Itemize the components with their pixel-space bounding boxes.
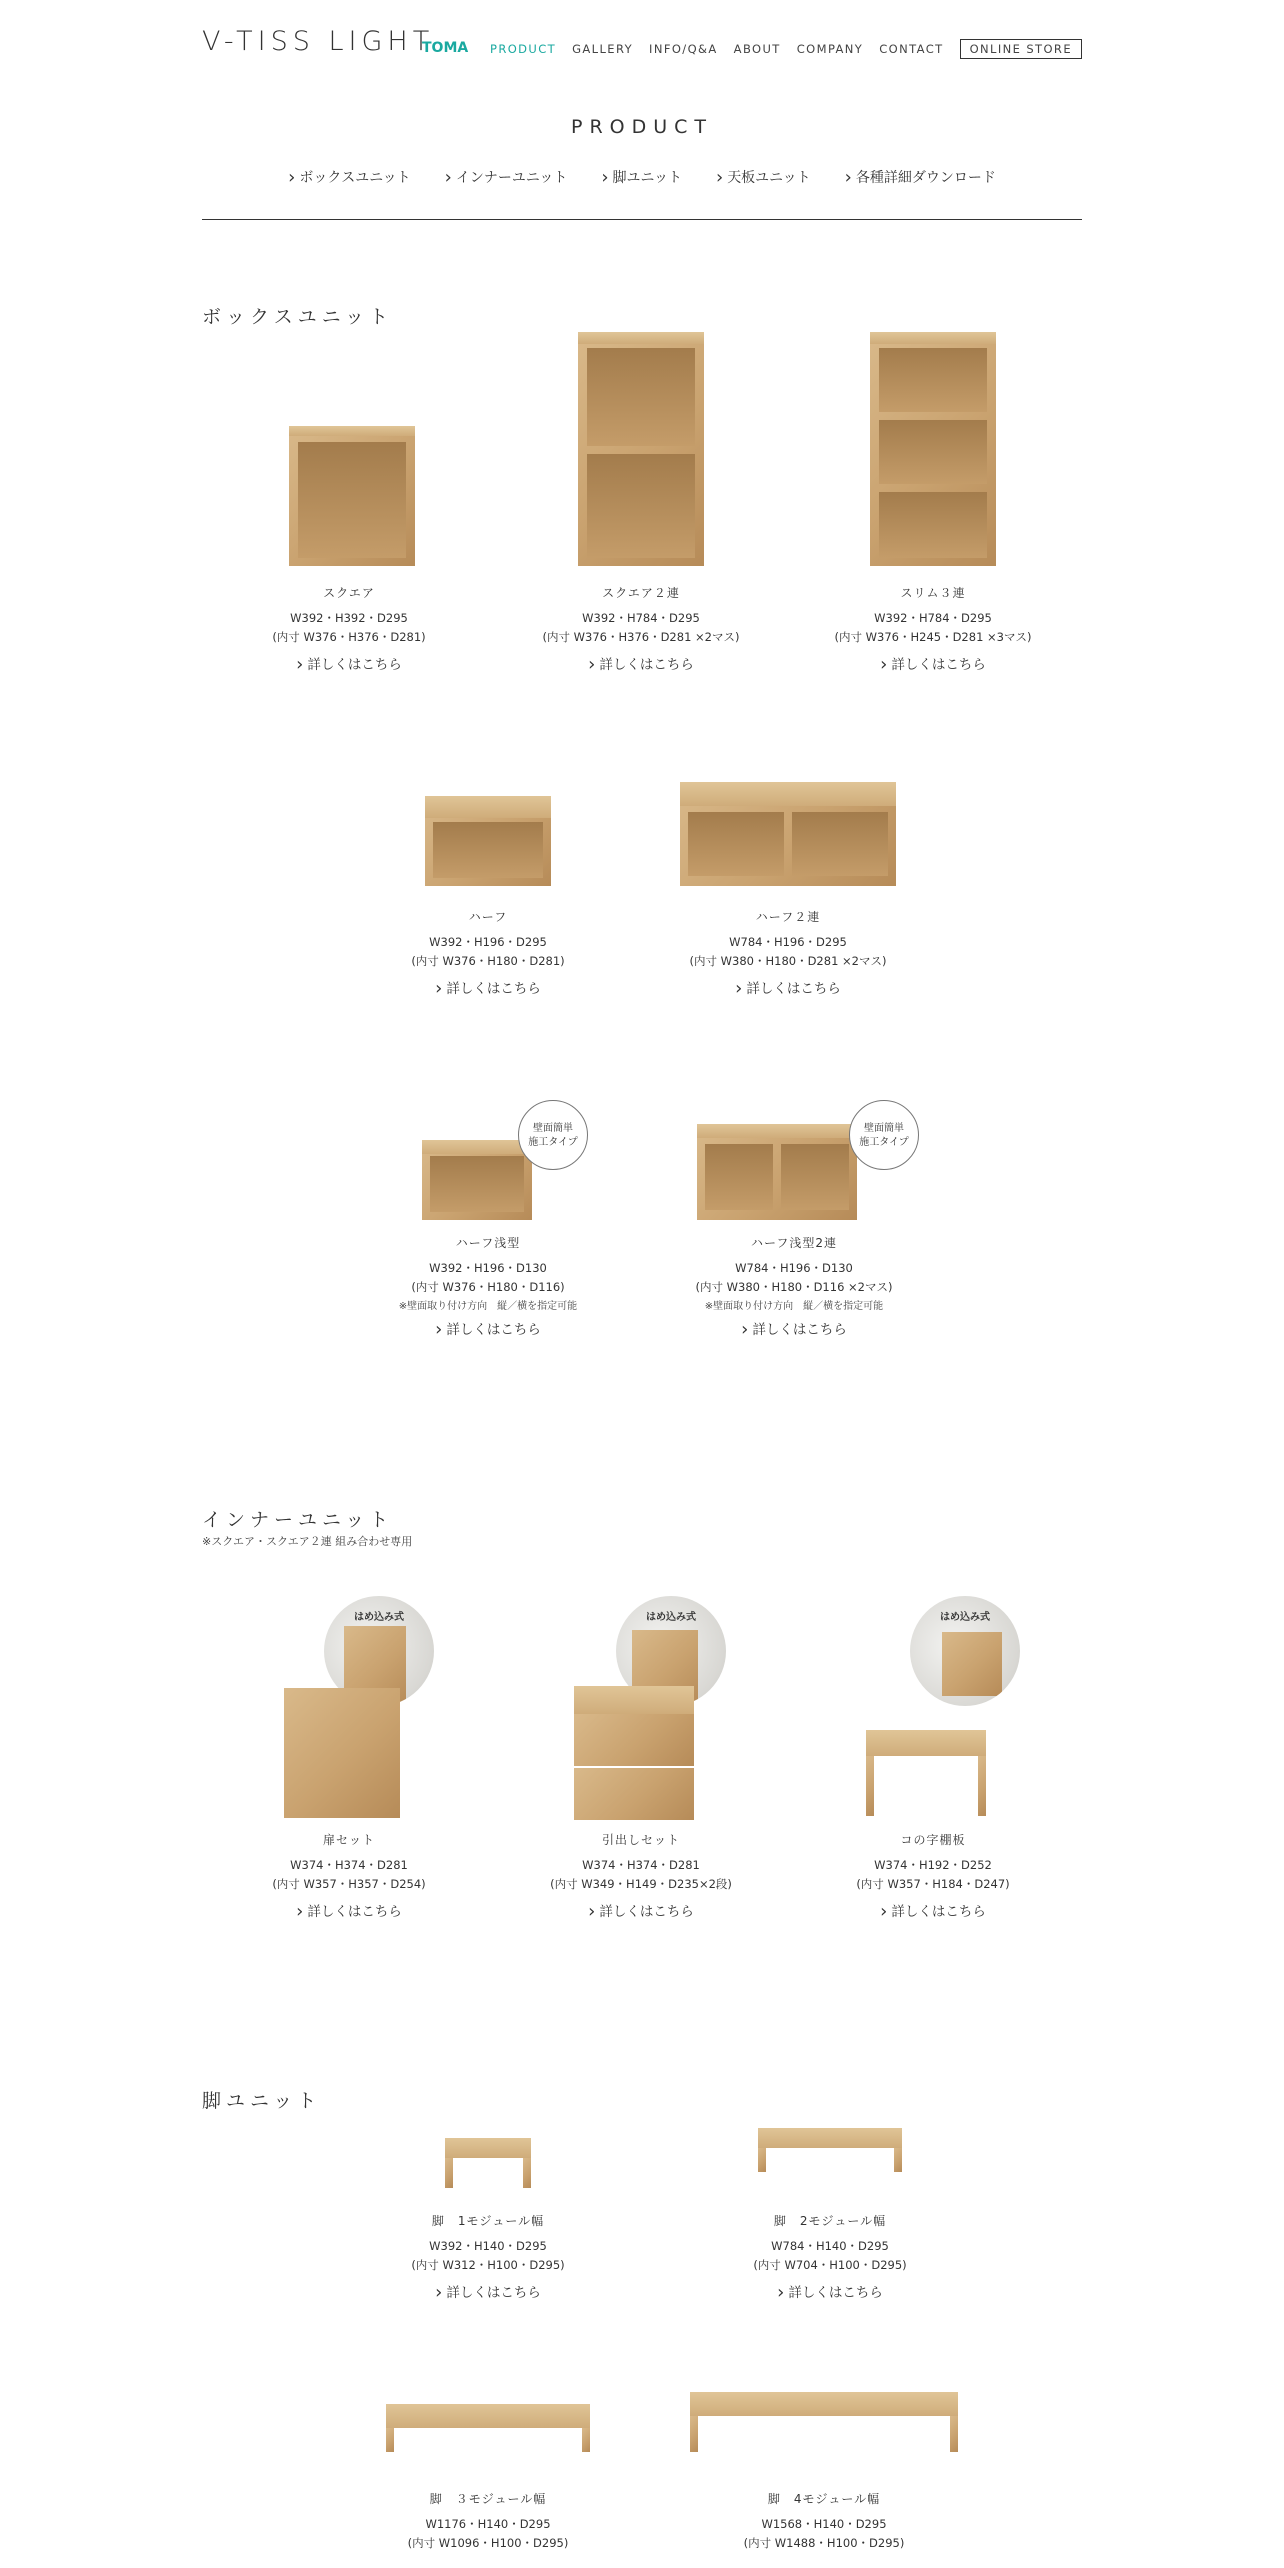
product-card-u-shelf [803,1596,1063,1921]
product-name: 引出しセット [601,1833,680,1847]
detail-link[interactable]: › 詳しくはこちら [435,2281,541,2302]
product-name: ハーフ [468,910,508,924]
product-name: スリム３連 [900,586,966,600]
product-inner-dims: (内寸 W312・H100・D295) [411,2258,565,2272]
product-card-half-2 [658,780,918,998]
product-image-slim-3[interactable] [868,330,998,570]
main-nav [474,39,1082,59]
product-name: ハーフ浅型 [455,1236,521,1250]
product-name: 扉セット [322,1833,375,1847]
product-card-half-shallow-2 [664,1100,924,1339]
subnav-leg-unit[interactable]: › 脚ユニット [601,166,682,187]
product-name: 脚 4モジュール幅 [767,2492,881,2506]
product-card-door-set [219,1596,479,1921]
product-dims: W784・H196・D130 [735,1261,853,1275]
subnav-box-unit[interactable]: › ボックスユニット [288,166,411,187]
product-card-leg-1 [358,2120,618,2302]
product-name: スクエア [323,586,375,600]
product-name: ハーフ２連 [755,910,821,924]
subnav-download[interactable]: › 各種詳細ダウンロード [845,166,996,187]
product-inner-dims: (内寸 W357・H184・D247) [856,1877,1010,1891]
product-card-leg-4 [664,2388,984,2553]
site-logo[interactable]: V-TISS LIGHT [202,26,435,57]
section-title-box-unit: ボックスユニット [202,306,394,328]
product-subnav [202,166,1082,187]
online-store-button[interactable]: ONLINE STORE [960,39,1082,59]
product-card-leg-3 [358,2398,618,2553]
nav-company[interactable]: COMPANY [796,42,864,56]
product-name: 脚 ３モジュール幅 [429,2492,547,2506]
nav-contact[interactable]: CONTACT [879,42,944,56]
nav-product[interactable]: PRODUCT [489,42,557,56]
product-inner-dims: (内寸 W380・H180・D281 ×2マス) [689,954,887,968]
product-note: ※壁面取り付け方向 縦／横を指定可能 [704,1301,884,1312]
product-inner-dims: (内寸 W376・H376・D281) [272,630,426,644]
detail-link[interactable]: › 詳しくはこちら [588,653,694,674]
insert-photo: はめ込み式 [324,1596,434,1706]
product-image-half-shallow-2[interactable] [669,1100,919,1220]
nav-info[interactable]: INFO/Q&A [649,42,718,56]
detail-link[interactable]: › 詳しくはこちら [296,1900,402,1921]
product-dims: W392・H784・D295 [582,611,700,625]
product-inner-dims: (内寸 W349・H149・D235×2段) [550,1877,732,1891]
nav-about[interactable]: ABOUT [733,42,781,56]
product-image-u-shelf[interactable] [838,1596,1028,1821]
product-name: ハーフ浅型2連 [750,1236,838,1250]
insert-photo: はめ込み式 [910,1596,1020,1706]
product-card-leg-2 [700,2120,960,2302]
product-image-door-set[interactable] [254,1596,444,1821]
product-inner-dims: (内寸 W376・H245・D281 ×3マス) [834,630,1032,644]
detail-link[interactable]: › 詳しくはこちら [741,1318,847,1339]
product-dims: W392・H392・D295 [290,611,408,625]
product-image-square[interactable] [284,330,414,570]
product-dims: W374・H192・D252 [874,1858,992,1872]
product-image-half-2[interactable] [678,780,898,890]
section-note-inner-unit: ※スクエア・スクエア２連 組み合わせ専用 [202,1535,413,1548]
product-dims: W784・H196・D295 [729,935,847,949]
product-image-half-shallow[interactable] [388,1100,588,1220]
product-inner-dims: (内寸 W1488・H100・D295) [743,2536,905,2550]
nav-gallery[interactable]: GALLERY [572,42,634,56]
detail-link[interactable]: › 詳しくはこちら [296,653,402,674]
product-card-square-2 [511,330,771,674]
product-image-half[interactable] [423,790,553,890]
product-dims: W392・H784・D295 [874,611,992,625]
page-title: PRODUCT [570,116,714,138]
detail-link[interactable]: › 詳しくはこちら [588,1900,694,1921]
detail-link[interactable]: › 詳しくはこちら [777,2281,883,2302]
product-dims: W784・H140・D295 [771,2239,889,2253]
product-name: コの字棚板 [900,1833,966,1847]
divider [202,219,1082,220]
product-dims: W392・H196・D130 [429,1261,547,1275]
product-card-half [358,790,618,998]
product-name: スクエア２連 [602,586,680,600]
product-name: 脚 2モジュール幅 [773,2214,887,2228]
product-dims: W374・H374・D281 [290,1858,408,1872]
subnav-inner-unit[interactable]: › インナーユニット [445,166,568,187]
product-image-leg-1[interactable] [423,2120,553,2200]
product-name: 脚 1モジュール幅 [431,2214,545,2228]
product-image-drawer-set[interactable] [546,1596,736,1821]
product-inner-dims: (内寸 W376・H180・D116) [411,1280,565,1294]
product-card-slim-3 [803,330,1063,674]
product-dims: W392・H196・D295 [429,935,547,949]
product-inner-dims: (内寸 W376・H376・D281 ×2マス) [542,630,740,644]
section-title-leg-unit: 脚ユニット [202,2090,322,2112]
insert-photo: はめ込み式 [616,1596,726,1706]
detail-link[interactable]: › 詳しくはこちら [880,1900,986,1921]
section-title-inner-unit: インナーユニット [202,1509,394,1531]
subnav-top-unit[interactable]: › 天板ユニット [716,166,811,187]
product-image-leg-4[interactable] [684,2388,964,2478]
product-inner-dims: (内寸 W704・H100・D295) [753,2258,907,2272]
product-card-half-shallow [358,1100,618,1339]
product-dims: W1568・H140・D295 [761,2517,887,2531]
site-header [202,24,1082,64]
product-card-drawer-set [511,1596,771,1921]
product-image-square-2[interactable] [576,330,706,570]
wall-mount-badge: 壁面簡単 施工タイプ [849,1100,919,1170]
product-inner-dims: (内寸 W1096・H100・D295) [407,2536,569,2550]
product-note: ※壁面取り付け方向 縦／横を指定可能 [398,1301,578,1312]
detail-link[interactable]: › 詳しくはこちら [435,1318,541,1339]
product-image-leg-2[interactable] [750,2120,910,2200]
product-dims: W374・H374・D281 [582,1858,700,1872]
detail-link[interactable]: › 詳しくはこちら [735,977,841,998]
product-inner-dims: (内寸 W376・H180・D281) [411,954,565,968]
product-dims: W392・H140・D295 [429,2239,547,2253]
product-card-square [219,330,479,674]
brand-logo[interactable]: TOMA [422,40,469,56]
detail-link[interactable]: › 詳しくはこちら [435,977,541,998]
product-inner-dims: (内寸 W357・H357・D254) [272,1877,426,1891]
detail-link[interactable]: › 詳しくはこちら [880,653,986,674]
product-dims: W1176・H140・D295 [425,2517,551,2531]
product-image-leg-3[interactable] [378,2398,598,2478]
wall-mount-badge: 壁面簡単 施工タイプ [518,1100,588,1170]
product-inner-dims: (内寸 W380・H180・D116 ×2マス) [695,1280,893,1294]
